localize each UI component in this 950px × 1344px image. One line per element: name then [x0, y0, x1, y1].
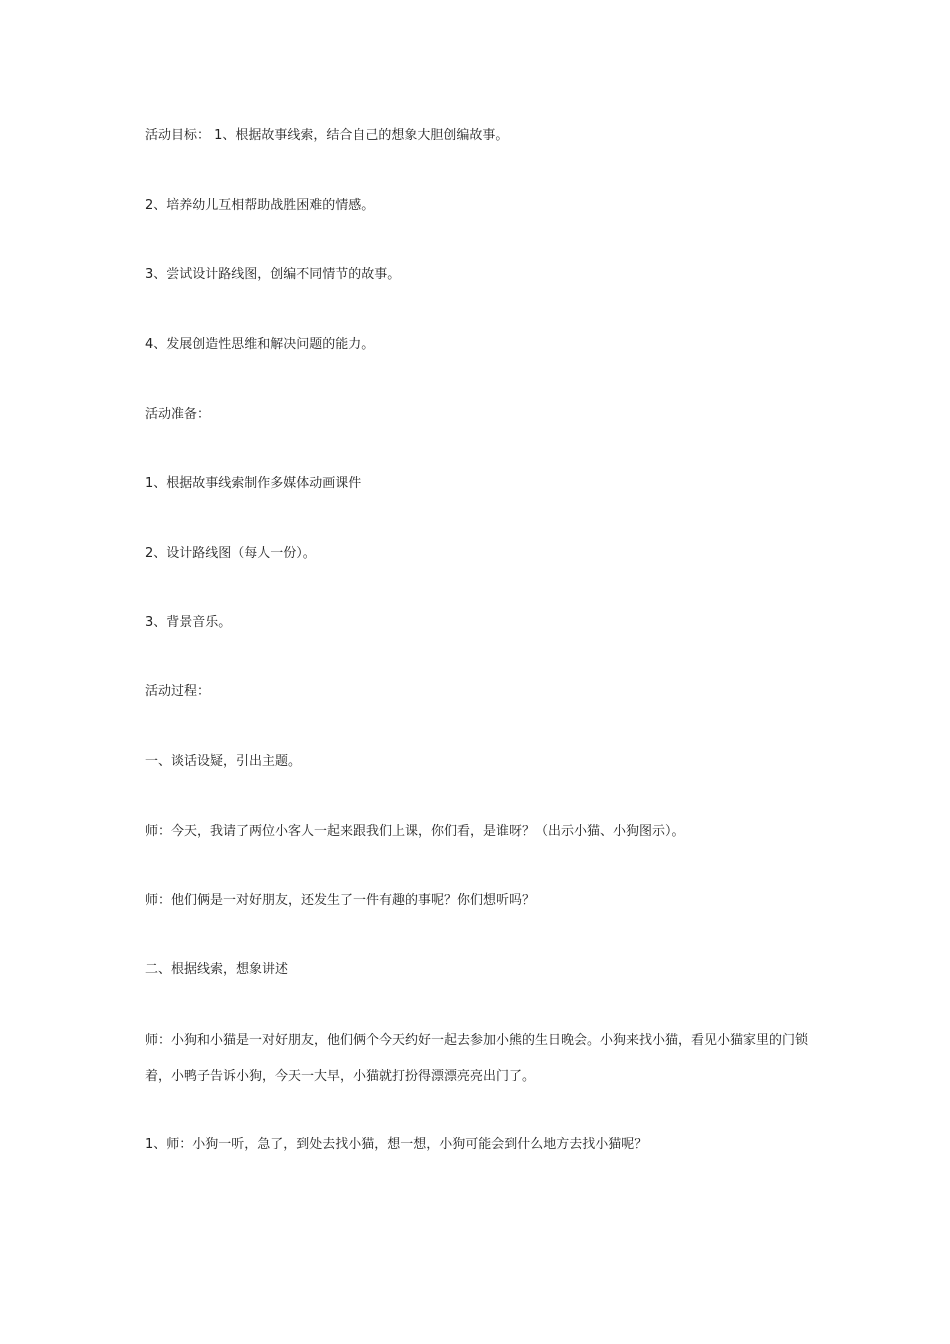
paragraph-step-2-heading: 二、根据线索，想象讲述: [145, 962, 289, 977]
paragraph-goal-2: 2、培养幼儿互相帮助战胜困难的情感。: [145, 198, 375, 213]
paragraph-teacher-1: 师：今天，我请了两位小客人一起来跟我们上课，你们看，是谁呀？（出示小猫、小狗图示）。: [145, 824, 685, 839]
paragraph-goal-4: 4、发展创造性思维和解决问题的能力。: [145, 337, 375, 352]
paragraph-question-1: 1、师：小狗一听，急了，到处去找小猫，想一想，小狗可能会到什么地方去找小猫呢？: [145, 1137, 648, 1152]
paragraph-process-heading: 活动过程：: [145, 684, 211, 699]
paragraph-prep-2: 2、设计路线图（每人一份）。: [145, 546, 316, 561]
paragraph-goal-3: 3、尝试设计路线图，创编不同情节的故事。: [145, 267, 401, 282]
paragraph-goal-1: 活动目标： 1、根据故事线索，结合自己的想象大胆创编故事。: [145, 128, 509, 143]
paragraph-prep-3: 3、背景音乐。: [145, 615, 232, 630]
paragraph-teacher-2: 师：他们俩是一对好朋友，还发生了一件有趣的事呢？你们想听吗？: [145, 893, 536, 908]
paragraph-teacher-story: 师：小狗和小猫是一对好朋友，他们俩个今天约好一起去参加小熊的生日晚会。小狗来找小猫，看见小猫家里的门锁着，小鸭子告诉小狗，今天一大早，小猫就打扮得漂漂亮亮出门了。: [145, 1033, 809, 1084]
paragraph-step-1-heading: 一、谈话设疑，引出主题。: [145, 754, 302, 769]
paragraph-prep-heading: 活动准备：: [145, 407, 211, 422]
paragraph-prep-1: 1、根据故事线索制作多媒体动画课件: [145, 476, 362, 491]
